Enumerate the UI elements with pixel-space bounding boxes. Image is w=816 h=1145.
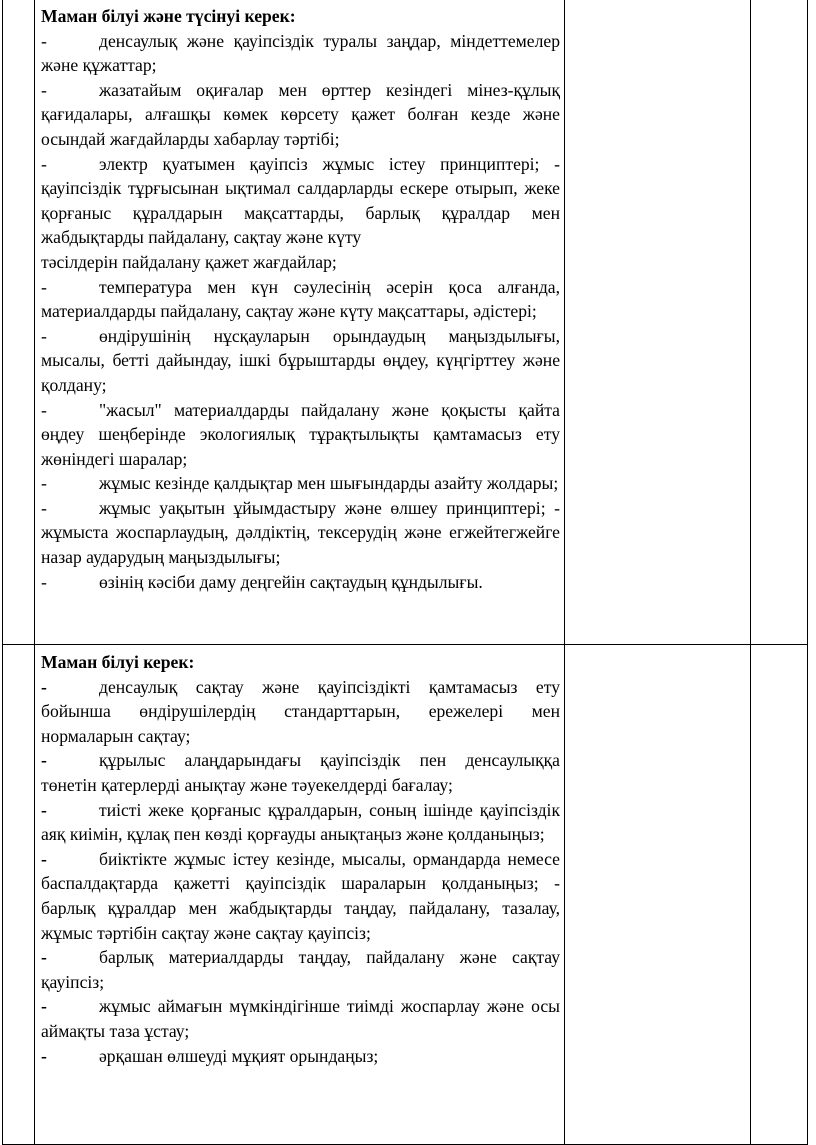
list-item: - жазатайым оқиғалар мен өрттер кезіндегі мінез-құлық қағидалары, алғашқы көмек көрсету қажет болған кезде және осындай жағдайларды хабарлау тәртібі; (41, 79, 560, 149)
list-item: - денсаулық сақтау және қауіпсіздікті қамтамасыз ету бойынша өндірушілердің стандарттарын, ережелері мен нормаларын сақтау; (41, 676, 560, 746)
list-item: - барлық материалдарды таңдау, пайдалану және сақтау қауіпсіз; (41, 947, 560, 992)
list-item: - жұмыс кезінде қалдықтар мен шығындарды азайту жолдары; (41, 473, 559, 494)
list-item: - өндірушінің нұсқауларын орындаудың маңыздылығы, мысалы, бетті дайындау, ішкі бұрыштарды өңдеу, күңгірттеу және қолдану; (41, 325, 560, 395)
empty-cell (751, 0, 808, 645)
list-item: - жұмыс уақытын ұйымдастыру және өлшеу принциптері; - жұмыста жоспарлаудың, дәлдіктің, тексерудің және егжейтегжейге назар аударудың маңыздылығы; (41, 497, 560, 568)
competency-table (2, 0, 808, 1145)
content-cell (35, 645, 565, 1145)
empty-cell (751, 645, 808, 1145)
section-heading: Маман білуі және түсінуі керек: (41, 6, 296, 26)
list-item: - өзінің кәсіби даму деңгейін сақтаудың құндылығы. (41, 571, 483, 592)
notes-cell (565, 645, 751, 1145)
table-row (3, 645, 808, 1145)
section-heading: Маман білуі керек: (41, 652, 195, 672)
notes-cell (565, 0, 751, 645)
list-item: - электр қуатымен қауіпсіз жұмыс істеу принциптері; - қауіпсіздік тұрғысынан ықтимал салдарларды ескере отырып, жеке қорғаныс құралдарын мақсаттарды, барлық құралдар мен жабдықтарды пайдалану, сақтау және күту (41, 153, 560, 248)
content-cell (35, 0, 565, 645)
list-item: - жұмыс аймағын мүмкіндігінше тиімді жоспарлау және осы аймақты таза ұстау; (41, 996, 560, 1041)
list-item: - "жасыл" материалдарды пайдалану және қоқысты қайта өңдеу шеңберінде экологиялық тұрақтылықты қамтамасыз ету жөніндегі шаралар; (41, 399, 560, 469)
number-cell (3, 0, 35, 645)
list-item: - температура мен күн сәулесінің әсерін қоса алғанда, материалдарды пайдалану, сақтау және күту мақсаттары, әдістері; (41, 276, 560, 322)
list-item-continuation: тәсілдерін пайдалану қажет жағдайлар; (41, 251, 337, 272)
list-item: - денсаулық және қауіпсіздік туралы заңдар, міндеттемелер және құжаттар; (41, 30, 560, 76)
list-item: - әрқашан өлшеуді мұқият орындаңыз; (41, 1045, 379, 1066)
list-item: - биіктікте жұмыс істеу кезінде, мысалы, ормандарда немесе баспалдақтарда қажетті қауіпсіздік шараларын қолданыңыз; - барлық құралдар мен жабдықтарды таңдау, пайдалану, тазалау, жұмыс тәртібін сақтау және сақтау қауіпсіз; (41, 848, 560, 943)
number-cell (3, 645, 35, 1145)
list-item: - құрылыс алаңдарындағы қауіпсіздік пен денсаулыққа төнетін қатерлерді анықтау және тәуекелдерді бағалау; (41, 750, 560, 795)
list-item: - тиісті жеке қорғаныс құралдарын, соның ішінде қауіпсіздік аяқ киімін, құлақ пен көзді қорғауды анықтаңыз және қолданыңыз; (41, 799, 560, 845)
table-row (3, 0, 808, 645)
